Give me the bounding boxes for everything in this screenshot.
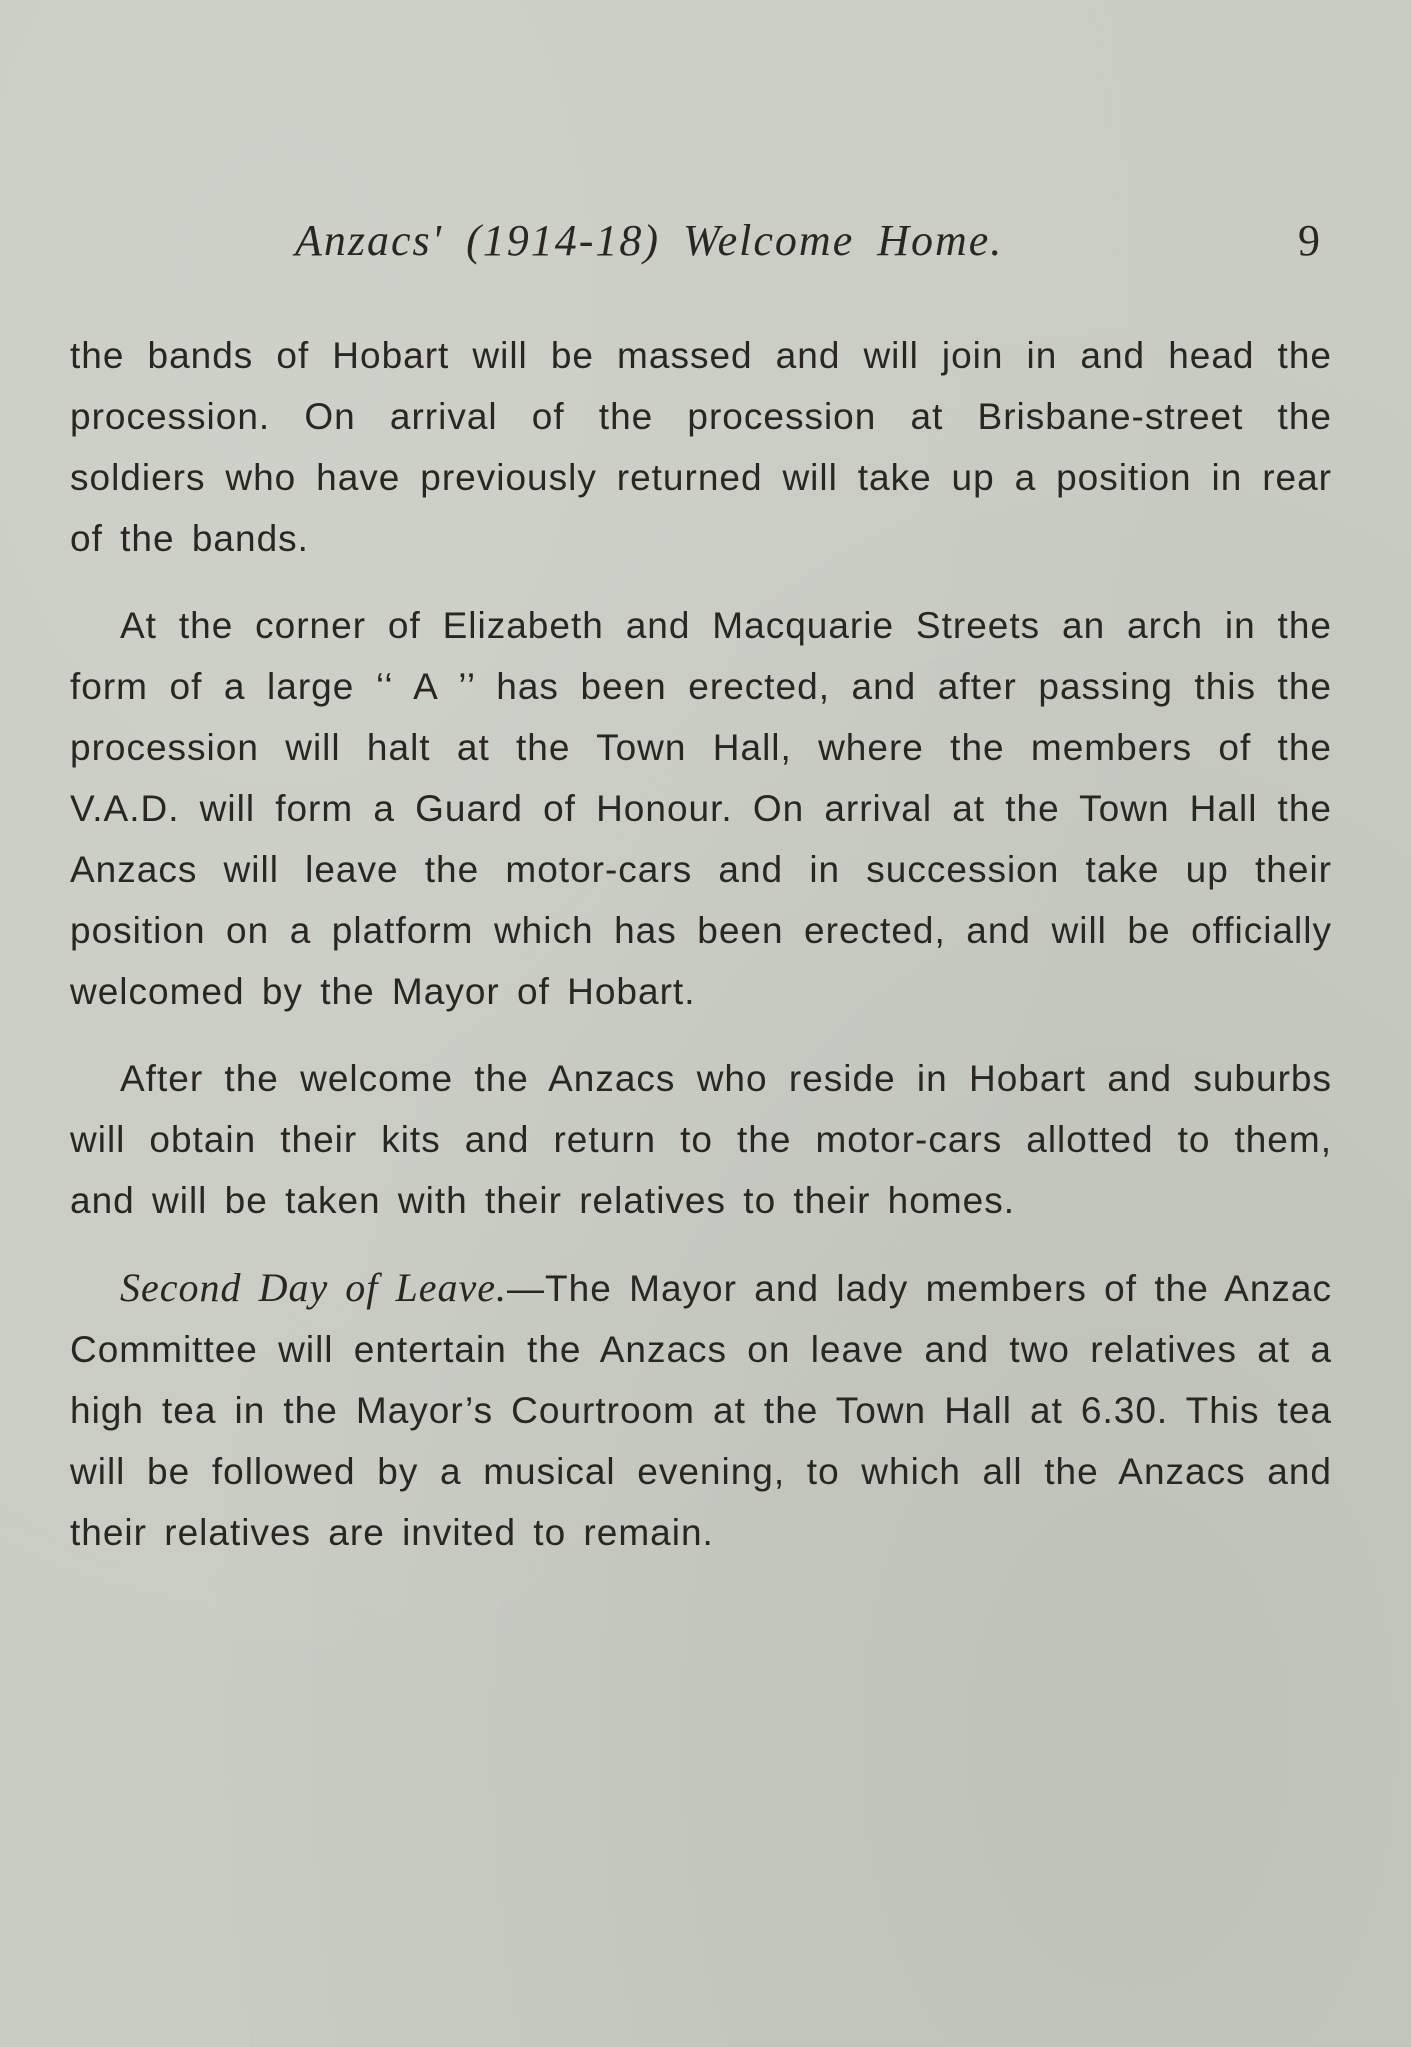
paragraph-text: After the welcome the Anzacs who reside in Hobart and suburbs will obtain their kits and return to the motor-cars allotted to them, and will be taken with their relatives to their homes.: [70, 1058, 1332, 1221]
page-header: [0, 215, 1411, 285]
paragraph-text: —The Mayor and lady members of the Anzac Committee will entertain the Anzacs on leave and two relatives at a high tea in the Mayor’s Courtroom at the Town Hall at 6.30. This tea will be followed by a musical evening, to which all the Anzacs and their relatives are invited to remain.: [70, 1268, 1332, 1553]
paragraph-second-day: [70, 1257, 1332, 1563]
page-number: 9: [1298, 216, 1320, 265]
section-lead: Second Day of Leave.: [120, 1265, 508, 1310]
paragraph-text: At the corner of Elizabeth and Macquarie Streets an arch in the form of a large ‘‘ A ’’ has been erected, and after passing this the procession will halt at the Town Hall, where the members of the V.A.D. will form a Guard of Honour. On arrival at the Town Hall the Anzacs will leave the motor-cars and in succession take up their position on a platform which has been erected, and will be officially welcomed by the Mayor of Hobart.: [70, 605, 1332, 1012]
paragraph-after-welcome: [70, 1048, 1332, 1231]
paragraph-continued: [70, 325, 1332, 569]
body-text: [70, 325, 1332, 1589]
running-title: Anzacs' (1914-18) Welcome Home.: [295, 216, 1004, 265]
paragraph-text: the bands of Hobart will be massed and will join in and head the procession. On arrival of the procession at Brisbane-street the soldiers who have previously returned will take up a position in rear of the bands.: [70, 335, 1332, 559]
paragraph-arch: [70, 595, 1332, 1022]
